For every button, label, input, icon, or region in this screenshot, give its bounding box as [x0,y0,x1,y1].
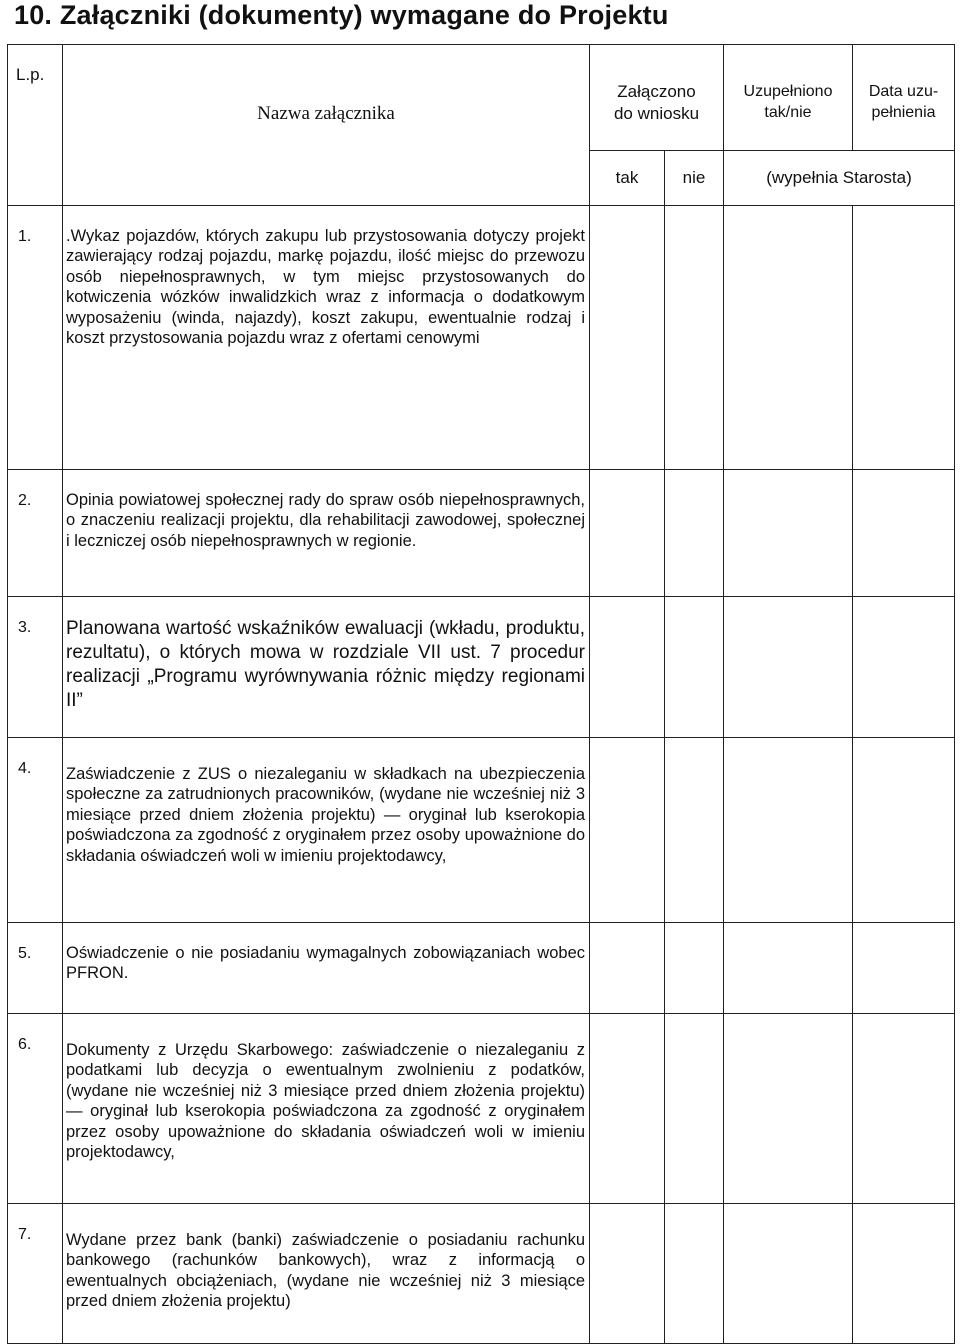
cell-date[interactable] [853,738,955,923]
row-attachment-name: Dokumenty z Urzędu Skarbowego: zaświadczenie o niezaleganiu z podatkami lub decyzja o ewentualnym zwolnieniu z podatków, (wydane nie wcześniej niż 3 miesiące przed dniem złożenia projektu) — oryginał lub kserokopia poświadczona za zgodność z oryginałem przez osoby upoważnione do składania oświadczeń woli w imieniu projektodawcy, [63,1014,590,1204]
cell-attached-nie[interactable] [665,1204,724,1344]
cell-filled[interactable] [724,923,853,1014]
row-attachment-name: Opinia powiatowej społecznej rady do spraw osób niepełnosprawnych, o znaczeniu realizacji projektu, dla rehabilitacji zawodowej, społecznej i leczniczej osób niepełnosprawnych w regionie. [63,470,590,597]
row-number: 5. [8,923,63,1014]
row-number: 3. [8,597,63,738]
col-header-attached-line1: Załączono [617,82,696,101]
cell-attached-nie[interactable] [665,923,724,1014]
cell-attached-tak[interactable] [590,597,665,738]
cell-attached-tak[interactable] [590,1014,665,1204]
attachments-table [7,44,955,1344]
col-header-attached-line2: do wniosku [613,104,700,123]
col-header-name: Nazwa załącznika [63,45,590,206]
col-header-nie: nie [665,151,724,206]
table-row [8,1204,955,1344]
table-row [8,738,955,923]
cell-attached-tak[interactable] [590,206,665,470]
row-number: 2. [8,470,63,597]
cell-filled[interactable] [724,206,853,470]
table-row [8,597,955,738]
table-row [8,1014,955,1204]
row-attachment-name: Zaświadczenie z ZUS o niezaleganiu w składkach na ubezpieczenia społeczne za zatrudnionych pracowników, (wydane nie wcześniej niż 3 miesiące przed dniem złożenia projektu) — oryginał lub kserokopia poświadczona za zgodność z oryginałem przez osoby upoważnione do składania oświadczeń woli w imieniu projektodawcy, [63,738,590,923]
cell-attached-nie[interactable] [665,597,724,738]
col-header-starosta: (wypełnia Starosta) [724,151,955,206]
row-number: 6. [8,1014,63,1204]
table-row [8,470,955,597]
cell-filled[interactable] [724,1204,853,1344]
section-title: 10. Załączniki (dokumenty) wymagane do Projektu [14,0,669,30]
row-number: 1. [8,206,63,470]
cell-attached-tak[interactable] [590,470,665,597]
table-row [8,923,955,1014]
col-header-filled-line2: tak/nie [764,104,812,121]
col-header-date-line1: Data uzu- [868,83,939,100]
cell-date[interactable] [853,470,955,597]
cell-attached-nie[interactable] [665,1014,724,1204]
cell-date[interactable] [853,597,955,738]
col-header-tak: tak [590,151,665,206]
row-attachment-name: .Wykaz pojazdów, których zakupu lub przystosowania dotyczy projekt zawierający rodzaj pojazdu, markę pojazdu, ilość miejsc do przewozu osób niepełnosprawnych, w tym miejsc przystosowanych do kotwiczenia wózków inwalidzkich wraz z informacja o dodatkowym wyposażeniu (winda, najazdy), koszt zakupu, ewentualnie rodzaj i koszt przystosowania pojazdu wraz z ofertami cenowymi [63,206,590,470]
cell-attached-tak[interactable] [590,738,665,923]
col-header-filled [724,45,853,151]
cell-date[interactable] [853,1014,955,1204]
table-row [8,206,955,470]
cell-filled[interactable] [724,1014,853,1204]
cell-attached-nie[interactable] [665,738,724,923]
col-header-date-line2: pełnienia [871,104,936,121]
cell-attached-tak[interactable] [590,1204,665,1344]
cell-date[interactable] [853,206,955,470]
cell-attached-nie[interactable] [665,470,724,597]
col-header-attached [590,45,724,151]
col-header-filled-line1: Uzupełniono [743,83,833,100]
cell-attached-nie[interactable] [665,206,724,470]
row-attachment-name: Wydane przez bank (banki) zaświadczenie o posiadaniu rachunku bankowego (rachunków bankowych), wraz z informacją o ewentualnych obciążeniach, (wydane nie wcześniej niż 3 miesiące przed dniem złożenia projektu) [63,1204,590,1344]
table-header-row [8,45,955,151]
col-header-lp: L.p. [8,45,63,206]
row-attachment-name: Planowana wartość wskaźników ewaluacji (wkładu, produktu, rezultatu), o których mowa w rozdziale VII ust. 7 procedur realizacji „Programu wyrównywania różnic między regionami II” [63,597,590,738]
row-number: 7. [8,1204,63,1344]
cell-date[interactable] [853,923,955,1014]
row-number: 4. [8,738,63,923]
cell-date[interactable] [853,1204,955,1344]
cell-filled[interactable] [724,738,853,923]
cell-filled[interactable] [724,597,853,738]
row-attachment-name: Oświadczenie o nie posiadaniu wymagalnych zobowiązaniach wobec PFRON. [63,923,590,1014]
cell-filled[interactable] [724,470,853,597]
col-header-date [853,45,955,151]
cell-attached-tak[interactable] [590,923,665,1014]
